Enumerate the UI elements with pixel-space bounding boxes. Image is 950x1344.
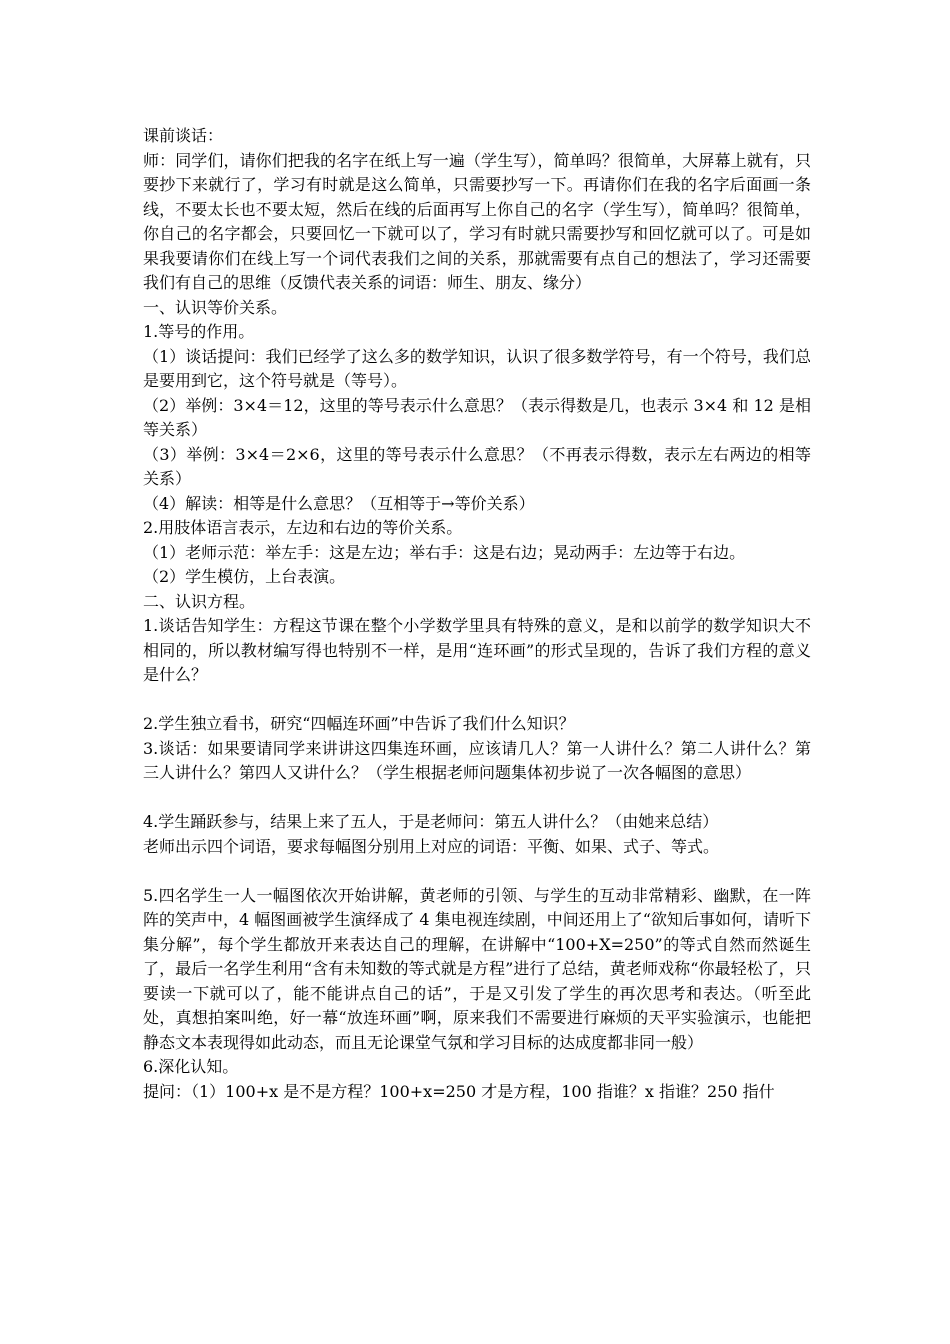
- paragraph-item-2: （2）举例：3×4＝12，这里的等号表示什么意思？（表示得数是几，也表示 3×4 和 12 是相等关系）: [143, 395, 811, 439]
- paragraph-step-5: 5.四名学生一人一幅图依次开始讲解，黄老师的引领、与学生的互动非常精彩、幽默，在一阵阵的笑声中，4 幅图画被学生演绎成了 4 集电视连续剧，中间还用上了“欲知后事如何，请听下集分解”，每个学生都放开来表达自己的理解，在讲解中“100+X=250”的等式自然而然诞生了，最后一名学生利用“含有未知数的等式就是方程”进行了总结，黄老师戏称“你最轻松了，只要读一下就可以了，能不能讲点自己的话”，于是又引发了学生的再次思考和表达。（听至此处，真想拍案叫绝，好一幕“放连环画”啊，原来我们不需要进行麻烦的天平实验演示，也能把静态文本表现得如此动态，而且无论课堂气氛和学习目标的达成度都非同一般）: [143, 885, 811, 1052]
- paragraph-item-4: （4）解读：相等是什么意思？（互相等于→等价关系）: [143, 493, 535, 513]
- blank-line: [143, 688, 811, 713]
- section-heading-equivalence: 一、认识等价关系。: [143, 297, 288, 317]
- paragraph-step-6: 6.深化认知。: [143, 1057, 239, 1076]
- document-body: [143, 124, 811, 1104]
- paragraph-question: 提问：（1）100+x 是不是方程？100+x=250 才是方程，100 指谁？x 指谁？250 指什: [143, 1081, 775, 1101]
- paragraph-step-4: 4.学生踊跃参与，结果上来了五人，于是老师问：第五人讲什么？（由她来总结）: [143, 812, 719, 831]
- paragraph-item-1: （1）谈话提问：我们已经学了这么多的数学知识，认识了很多数学符号，有一个符号，我们总是要用到它，这个符号就是（等号）。: [143, 346, 811, 390]
- paragraph-step-3: 3.谈话：如果要请同学来讲讲这四集连环画，应该请几人？第一人讲什么？第二人讲什么？第三人讲什么？第四人又讲什么？（学生根据老师问题集体初步说了一次各幅图的意思）: [143, 738, 811, 782]
- subheading-body-language: 2.用肢体语言表示，左边和右边的等价关系。: [143, 518, 463, 537]
- blank-line: [143, 859, 811, 884]
- paragraph-item-3: （3）举例：3×4＝2×6，这里的等号表示什么意思？（不再表示得数，表示左右两边的相等关系）: [143, 444, 811, 488]
- paragraph-teacher-demo: （1）老师示范：举左手：这是左边；举右手：这是右边；晃动两手：左边等于右边。: [143, 542, 746, 562]
- blank-line: [143, 786, 811, 811]
- paragraph-student-imitate: （2）学生模仿，上台表演。: [143, 567, 346, 586]
- paragraph-step-1: 1.谈话告知学生：方程这节课在整个小学数学里具有特殊的意义，是和以前学的数学知识大不相同的，所以教材编写得也特别不一样，是用“连环画”的形式呈现的，告诉了我们方程的意义是什么？: [143, 616, 811, 684]
- subheading-equal-sign: 1.等号的作用。: [143, 322, 255, 341]
- paragraph-teacher-opening: 师：同学们，请你们把我的名字在纸上写一遍（学生写），简单吗？很简单，大屏幕上就有，只要抄下来就行了，学习有时就是这么简单，只需要抄写一下。再请你们在我的名字后面画一条线，不要太长也不要太短，然后在线的后面再写上你自己的名字（学生写），简单吗？很简单，你自己的名字都会，只要回忆一下就可以了，学习有时就只需要抄写和回忆就可以了。可是如果我要请你们在线上写一个词代表我们之间的关系，那就需要有点自己的想法了，学习还需要我们有自己的思维（反馈代表关系的词语：师生、朋友、缘分）: [143, 150, 811, 292]
- paragraph-step-2: 2.学生独立看书，研究“四幅连环画”中告诉了我们什么知识？: [143, 714, 575, 733]
- section-heading-equation: 二、认识方程。: [143, 591, 256, 611]
- heading-pre-class-talk: 课前谈话：: [143, 126, 224, 145]
- paragraph-four-words: 老师出示四个词语，要求每幅图分别用上对应的词语：平衡、如果、式子、等式。: [143, 836, 720, 856]
